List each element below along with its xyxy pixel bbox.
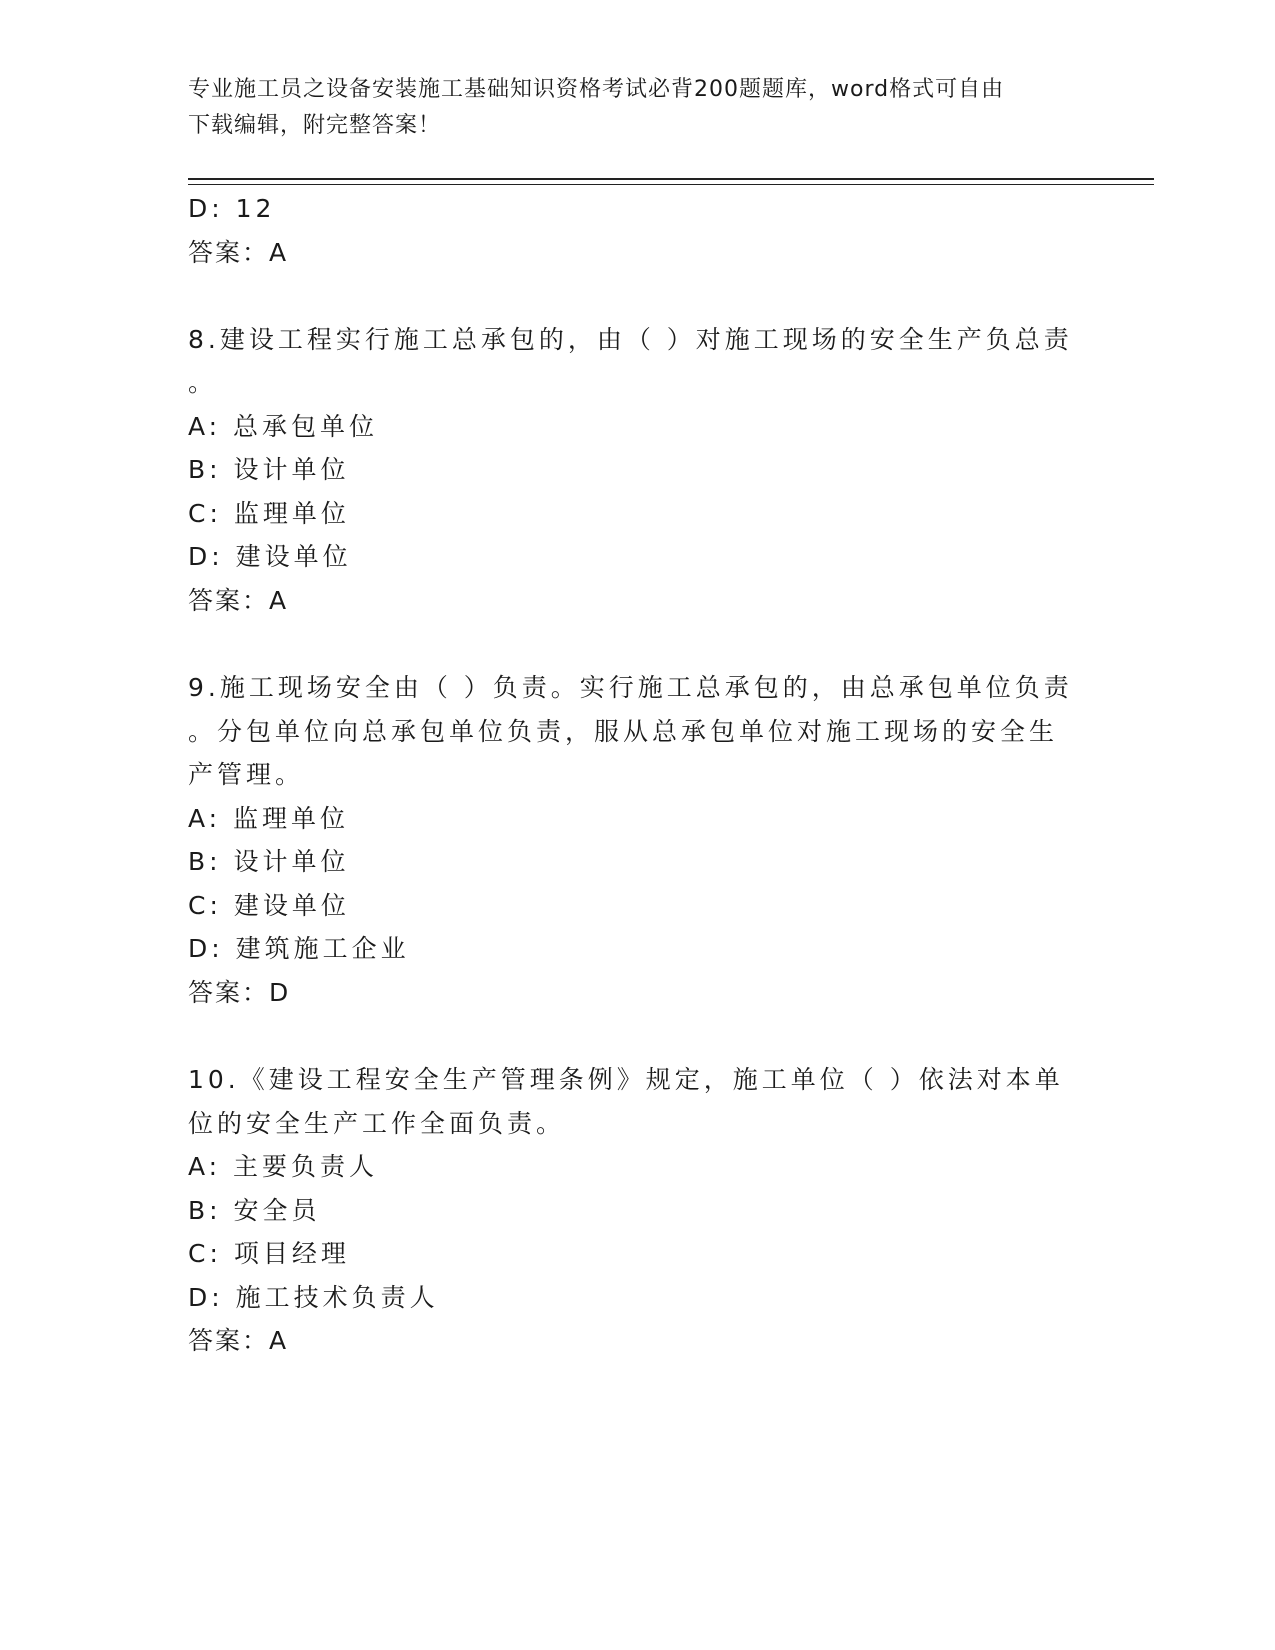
q10-option-d: D: 施工技术负责人	[188, 1283, 439, 1312]
q8-option-c: C: 监理单位	[188, 499, 350, 528]
q9-option-d: D: 建筑施工企业	[188, 934, 410, 963]
document-header	[188, 72, 1068, 144]
q10-option-b: B: 安全员	[188, 1196, 321, 1225]
q8-stem-line-2: 。	[188, 368, 218, 397]
q8-option-b: B: 设计单位	[188, 455, 350, 484]
header-title-line-1: 专业施工员之设备安装施工基础知识资格考试必背200题题库，word格式可自由	[188, 77, 1005, 102]
q10-answer: 答案：A	[188, 1326, 289, 1355]
prev-answer: 答案：A	[188, 238, 289, 267]
q8-option-d: D: 建设单位	[188, 542, 352, 571]
q9-stem-line-1: 9.施工现场安全由（ ）负责。实行施工总承包的，由总承包单位负责	[188, 673, 1073, 702]
q9-option-b: B: 设计单位	[188, 847, 350, 876]
q9-option-a: A: 监理单位	[188, 804, 350, 833]
q8-option-a: A: 总承包单位	[188, 412, 379, 441]
q9-stem-line-3: 产管理。	[188, 760, 305, 789]
header-divider-thick	[188, 178, 1154, 180]
q9-stem-line-2: 。分包单位向总承包单位负责，服从总承包单位对施工现场的安全生	[188, 717, 1059, 746]
q9-answer: 答案：D	[188, 978, 291, 1007]
q10-option-a: A: 主要负责人	[188, 1152, 379, 1181]
q10-stem-line-1: 10.《建设工程安全生产管理条例》规定，施工单位（ ）依法对本单	[188, 1065, 1064, 1094]
q8-answer: 答案：A	[188, 586, 289, 615]
q10-stem-line-2: 位的安全生产工作全面负责。	[188, 1109, 566, 1138]
header-divider-thin	[188, 184, 1154, 185]
prev-option-d: D: 12	[188, 194, 276, 223]
q10-option-c: C: 项目经理	[188, 1239, 350, 1268]
header-title-line-2: 下载编辑，附完整答案！	[188, 113, 442, 138]
q9-option-c: C: 建设单位	[188, 891, 350, 920]
q8-stem-line-1: 8.建设工程实行施工总承包的，由（ ）对施工现场的安全生产负总责	[188, 325, 1073, 354]
